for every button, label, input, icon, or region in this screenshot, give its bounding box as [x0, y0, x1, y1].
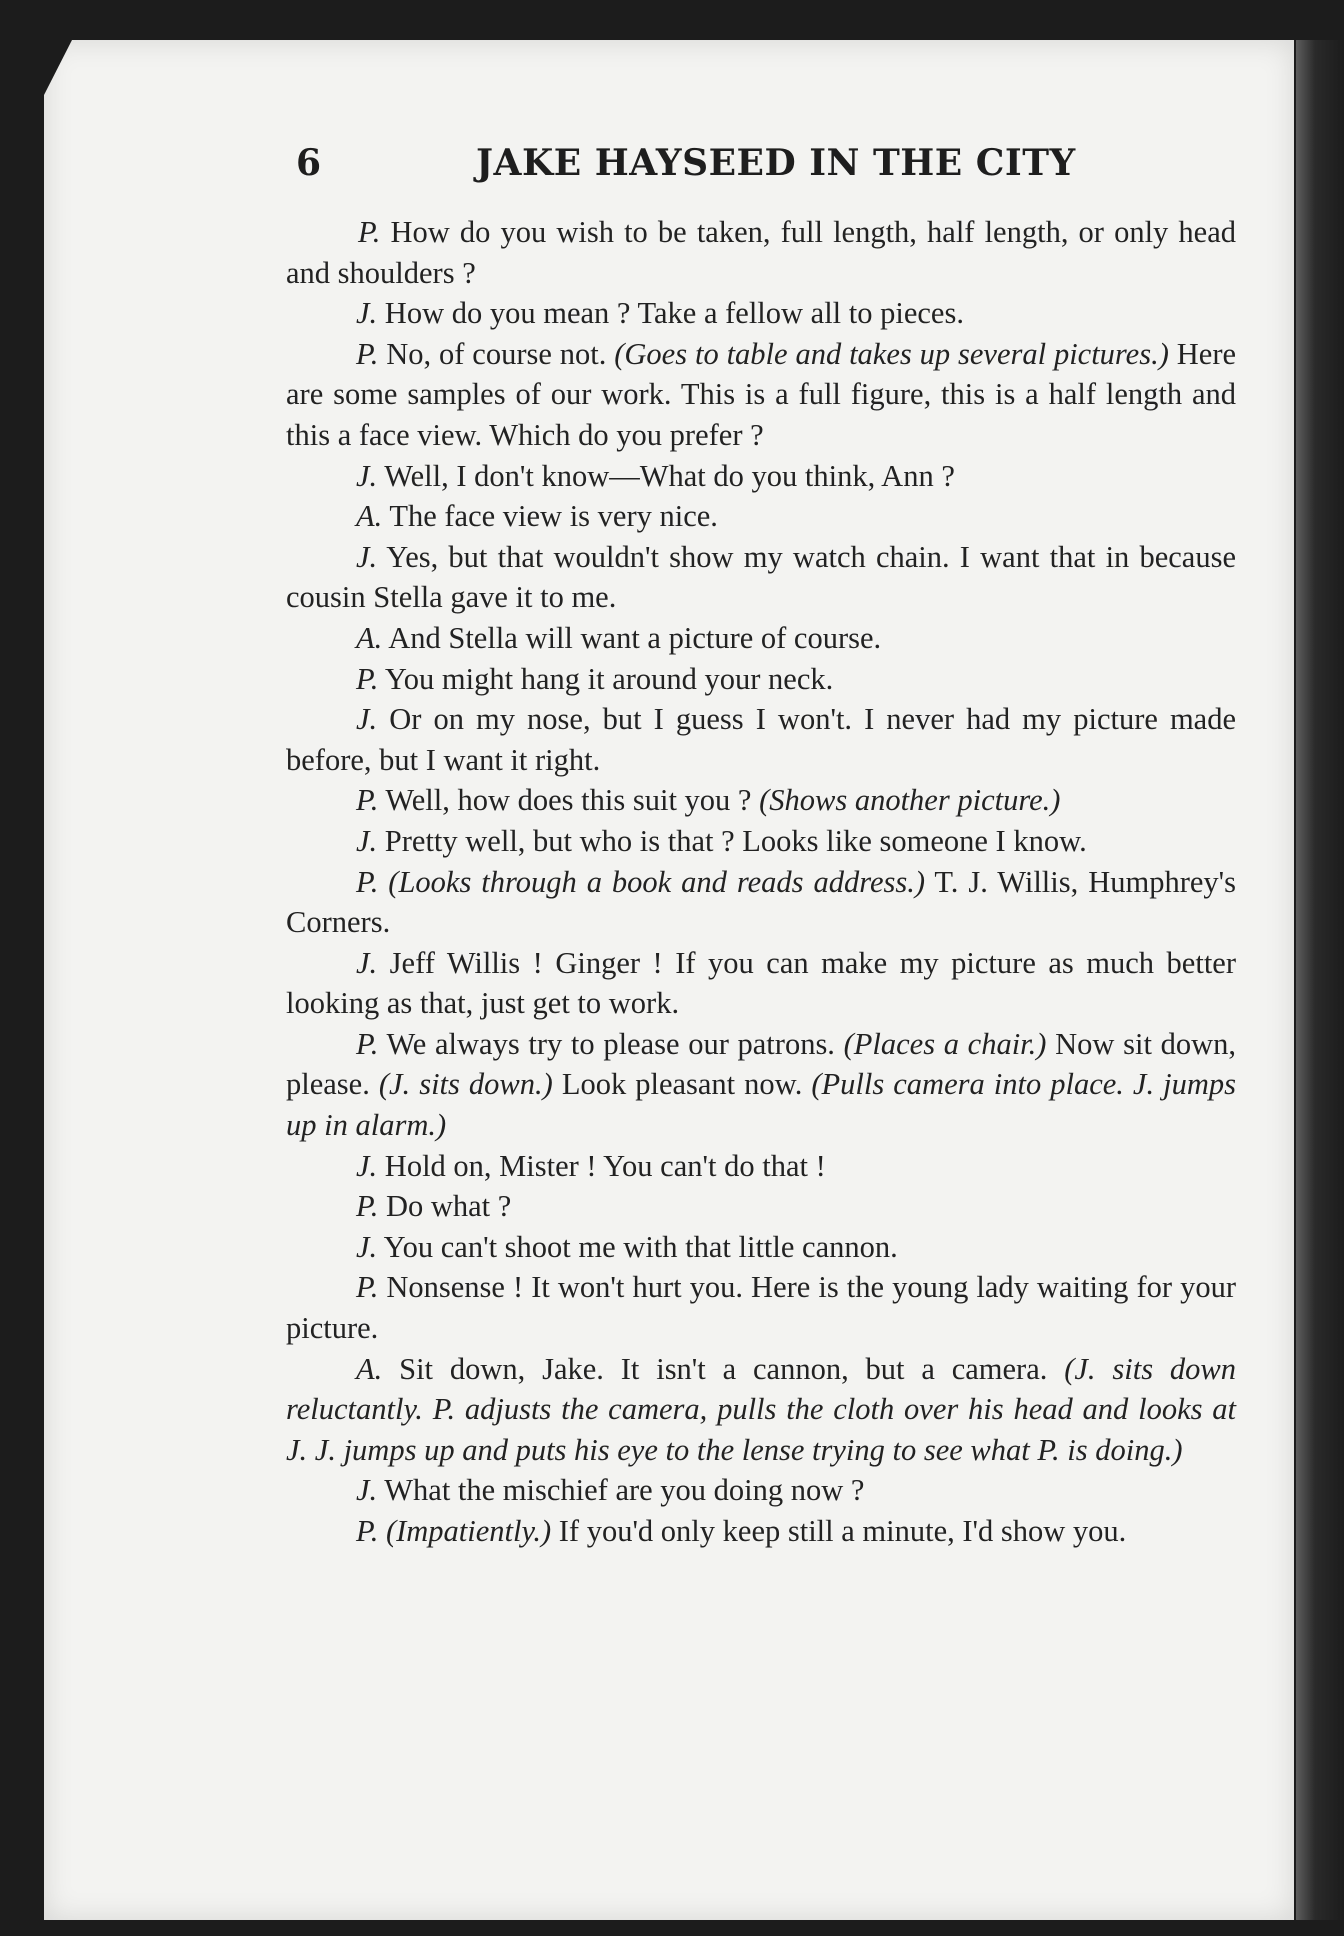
dialogue-paragraph	[286, 1186, 1236, 1227]
speaker-initial: P.	[356, 1026, 379, 1061]
speaker-initial: J.	[356, 823, 378, 858]
spoken-text: Well, how does this suit you ?	[378, 783, 760, 818]
dialogue-paragraph	[286, 496, 1236, 537]
spoken-text: Pretty well, but who is that ? Looks like someone I know.	[377, 823, 1087, 858]
dialogue-paragraph	[286, 1349, 1236, 1471]
stage-direction: (Shows another picture.)	[759, 783, 1061, 818]
speaker-initial: J.	[356, 539, 378, 574]
stage-direction: (J. sits down.)	[378, 1067, 553, 1102]
spoken-text: Now sit down, please.	[286, 1026, 1236, 1102]
dialogue-paragraph	[286, 1146, 1236, 1187]
speaker-initial: J.	[356, 1229, 378, 1264]
spoken-text: Hold on, Mister ! You can't do that !	[377, 1148, 826, 1183]
dialogue-paragraph	[286, 212, 1236, 293]
dialogue-paragraph	[286, 862, 1236, 943]
spoken-text: Nonsense ! It won't hurt you. Here is the young lady waiting for your picture.	[286, 1270, 1236, 1346]
dialogue-text	[286, 212, 1236, 1552]
dialogue-paragraph	[286, 1227, 1236, 1268]
dialogue-paragraph	[286, 1470, 1236, 1511]
spoken-text: Jeff Willis ! Ginger ! If you can make my picture as much better looking as that, just get to work.	[286, 945, 1236, 1021]
dialogue-paragraph	[286, 456, 1236, 497]
speaker-initial: P.	[356, 1189, 379, 1224]
dialogue-paragraph	[286, 699, 1236, 780]
spoken-text: How do you wish to be taken, full length, half length, or only head and shoulders ?	[286, 215, 1236, 290]
spoken-text: The face view is very nice.	[382, 499, 718, 534]
speaker-initial: P.	[356, 1270, 379, 1305]
spoken-text: You might hang it around your neck.	[378, 661, 834, 696]
dialogue-paragraph	[286, 293, 1236, 334]
speaker-initial: J.	[356, 702, 378, 737]
spoken-text: T. J. Willis, Humphrey's Corners.	[286, 864, 1237, 940]
speaker-initial: A.	[356, 499, 383, 534]
spoken-text: Do what ?	[378, 1189, 512, 1224]
spoken-text	[378, 865, 388, 899]
torn-page-corner	[44, 40, 72, 95]
dialogue-paragraph	[286, 1267, 1236, 1348]
stage-direction: (Pulls camera into place. J. jumps up in alarm.)	[286, 1067, 1236, 1143]
speaker-initial: J.	[356, 1473, 378, 1508]
speaker-initial: P.	[358, 215, 381, 249]
dialogue-paragraph	[286, 537, 1236, 618]
page-binding-edge	[1296, 40, 1344, 1920]
page-number: 6	[296, 142, 322, 184]
speaker-initial: J.	[356, 945, 378, 980]
spoken-text: Well, I don't know—What do you think, Ann ?	[377, 458, 955, 493]
spoken-text: We always try to please our patrons.	[378, 1026, 844, 1061]
dialogue-paragraph	[286, 334, 1236, 456]
spoken-text: How do you mean ? Take a fellow all to pieces.	[377, 296, 964, 331]
running-title: JAKE HAYSEED IN THE CITY	[476, 142, 1076, 184]
spoken-text: No, of course not.	[378, 336, 615, 371]
dialogue-paragraph	[286, 659, 1236, 700]
spoken-text: Yes, but that wouldn't show my watch chain. I want that in because cousin Stella gave it to me.	[286, 539, 1236, 615]
speaker-initial: P.	[356, 661, 379, 696]
spoken-text: What the mischief are you doing now ?	[377, 1473, 865, 1508]
stage-direction: (Impatiently.)	[385, 1514, 552, 1548]
spoken-text: If you'd only keep still a minute, I'd show you.	[551, 1514, 1127, 1548]
spoken-text: Look pleasant now.	[552, 1067, 812, 1102]
speaker-initial: J.	[356, 458, 378, 493]
spoken-text: And Stella will want a picture of course.	[382, 620, 882, 655]
speaker-initial: P.	[356, 1514, 379, 1548]
dialogue-paragraph	[286, 1511, 1236, 1552]
spoken-text: Here are some samples of our work. This is a full figure, this is a half length and this a face view. Which do you prefer ?	[286, 336, 1237, 452]
dialogue-paragraph	[286, 618, 1236, 659]
dialogue-paragraph	[286, 943, 1236, 1024]
speaker-initial: A.	[356, 1351, 383, 1386]
stage-direction: (J. sits down reluctantly. P. adjusts the camera, pulls the cloth over his head and looks at J. J. jumps up and puts his eye to the lense trying to see what P. is doing.)	[286, 1351, 1236, 1467]
speaker-initial: P.	[356, 864, 379, 899]
speaker-initial: P.	[356, 783, 379, 818]
speaker-initial: J.	[356, 1148, 378, 1183]
speaker-initial: A.	[356, 620, 383, 655]
spoken-text: Or on my nose, but I guess I won't. I never had my picture made before, but I want it right.	[286, 702, 1236, 777]
stage-direction: (Goes to table and takes up several pictures.)	[614, 336, 1169, 371]
spoken-text: You can't shoot me with that little cannon.	[377, 1229, 898, 1264]
dialogue-paragraph	[286, 821, 1236, 862]
stage-direction: (Looks through a book and reads address.)	[388, 864, 926, 899]
dialogue-paragraph	[286, 1024, 1236, 1146]
speaker-initial: P.	[356, 336, 379, 371]
dialogue-paragraph	[286, 780, 1236, 821]
stage-direction: (Places a chair.)	[843, 1026, 1047, 1061]
spoken-text	[378, 1514, 386, 1548]
spoken-text: Sit down, Jake. It isn't a cannon, but a camera.	[382, 1351, 1065, 1386]
speaker-initial: J.	[356, 296, 378, 331]
